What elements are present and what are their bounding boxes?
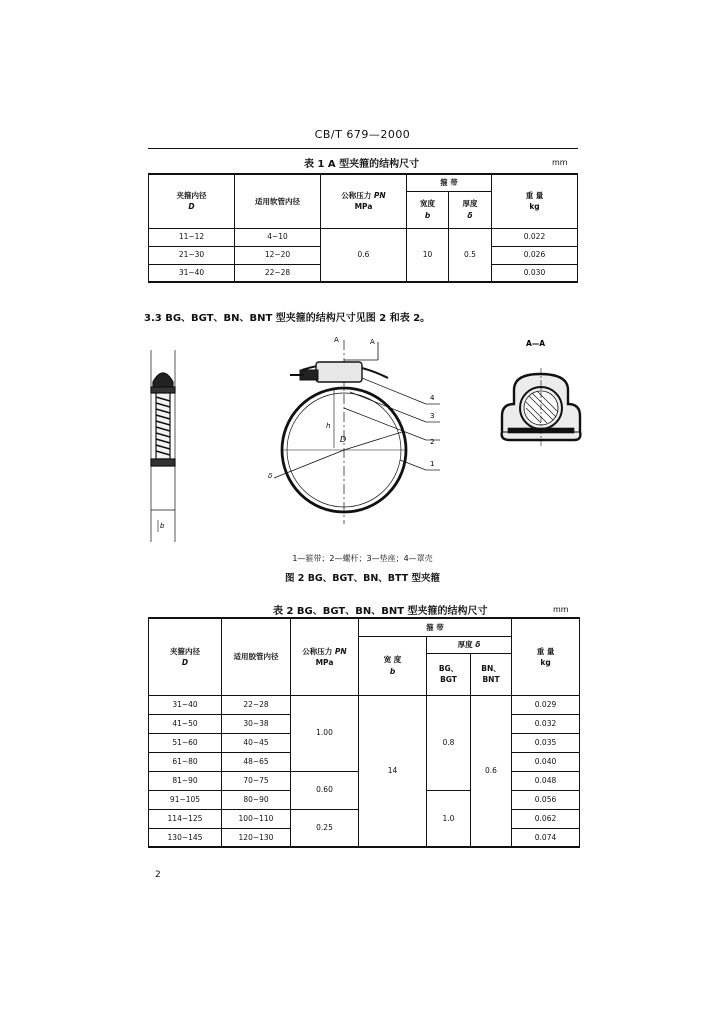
callout-3: 3	[430, 412, 435, 420]
label-h: h	[326, 422, 331, 430]
t1-h-weight: 重 量 kg	[492, 174, 578, 228]
t1-h-hose: 适用软管内径	[235, 174, 321, 228]
t2-h-thickness: 厚度 δ	[427, 636, 512, 653]
t2-width-value: 14	[359, 695, 427, 847]
table-row: 11~12 4~10 0.6 10 0.5 0.022	[149, 228, 578, 246]
table-row: 114~125 100~110 0.25 0.062	[149, 809, 580, 828]
t1-h-thickness: 厚度 δ	[449, 191, 492, 228]
t2-h-bg: BG、 BGT	[427, 653, 471, 695]
table-row: 91~105 80~90 1.0 0.056	[149, 790, 580, 809]
label-b: b	[160, 522, 165, 530]
table-row: 31~40 22~28 0.030	[149, 264, 578, 282]
page-number: 2	[155, 870, 161, 880]
table2-caption: 表 2 BG、BGT、BN、BNT 型夹箍的结构尺寸	[273, 606, 488, 617]
section-label-top: A	[334, 336, 339, 344]
t2-h-pressure: 公称压力 PN MPa	[291, 618, 359, 695]
t1-width-value: 10	[407, 228, 449, 282]
t1-h-width: 宽度 b	[407, 191, 449, 228]
callout-1: 1	[430, 460, 435, 468]
t2-pressure-a: 1.00	[291, 695, 359, 771]
callout-4: 4	[430, 394, 435, 402]
section-label-bottom: A	[370, 338, 375, 346]
t2-h-weight: 重 量 kg	[512, 618, 580, 695]
figure-2	[130, 332, 600, 548]
table1	[148, 173, 578, 283]
table-row: 81~90 70~75 0.60 0.048	[149, 771, 580, 790]
t1-thickness-value: 0.5	[449, 228, 492, 282]
table-row: 61~80 48~65 0.040	[149, 752, 580, 771]
table1-unit: mm	[552, 158, 568, 167]
table2	[148, 617, 580, 848]
t2-bg-a: 0.8	[427, 695, 471, 790]
table-row: 51~60 40~45 0.035	[149, 733, 580, 752]
t2-bg-b: 1.0	[427, 790, 471, 847]
section-title: A—A	[526, 339, 546, 348]
table-row: 21~30 12~20 0.026	[149, 246, 578, 264]
t2-pressure-b: 0.60	[291, 771, 359, 809]
label-delta: δ	[268, 472, 273, 480]
table-row: 41~50 30~38 0.032	[149, 714, 580, 733]
table1-caption: 表 1 A 型夹箍的结构尺寸	[304, 159, 420, 170]
t2-h-band: 箍 带	[359, 618, 512, 636]
table-row: 31~40 22~28 1.00 14 0.8 0.6 0.029	[149, 695, 580, 714]
t2-h-hose: 适用胶管内径	[222, 618, 291, 695]
t2-h-diameter: 夹箍内径 D	[149, 618, 222, 695]
label-d: D	[340, 435, 347, 444]
t2-h-bn: BN、 BNT	[471, 653, 512, 695]
figure-legend: 1—箍带；2—螺杆；3—垫座；4—罩壳	[292, 554, 433, 563]
t2-h-width: 宽 度 b	[359, 636, 427, 695]
standard-number: CB/T 679—2000	[314, 128, 411, 141]
front-view-drawing	[274, 340, 440, 524]
t1-pressure-value: 0.6	[321, 228, 407, 282]
t1-h-diameter: 夹箍内径 D	[149, 174, 235, 228]
t1-h-band: 箍 带	[407, 174, 492, 191]
figure-caption: 图 2 BG、BGT、BN、BTT 型夹箍	[284, 573, 441, 584]
section-view-drawing	[502, 368, 581, 446]
side-view-drawing	[151, 350, 175, 542]
table-row: 130~145 120~130 0.074	[149, 828, 580, 847]
section-3-3: 3.3 BG、BGT、BN、BNT 型夹箍的结构尺寸见图 2 和表 2。	[144, 313, 431, 324]
t2-pressure-c: 0.25	[291, 809, 359, 847]
table2-unit: mm	[553, 605, 569, 614]
callout-2: 2	[430, 438, 435, 446]
header-rule	[148, 148, 578, 149]
t2-bn-value: 0.6	[471, 695, 512, 847]
t1-h-pressure: 公称压力 PN MPa	[321, 174, 407, 228]
